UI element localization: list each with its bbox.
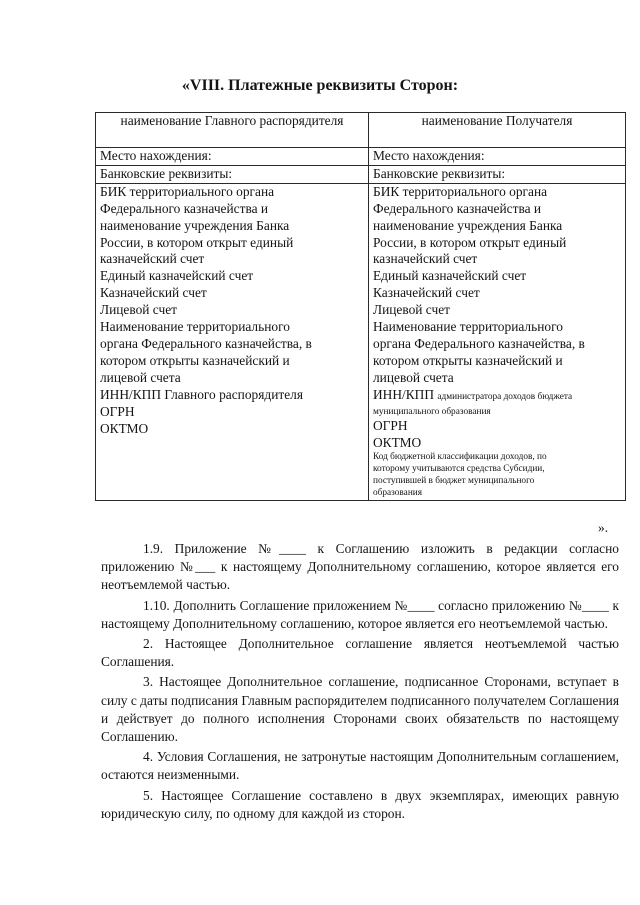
paragraph-5: 5. Настоящее Соглашение составлено в двух экземплярах, имеющих равную юридическую силу, по одному для каждой из сторон. <box>101 787 619 821</box>
table-row-location <box>96 148 626 166</box>
kbk-right-line: которому учитываются средства Субсидии, <box>373 464 545 475</box>
header-recipient: наименование Получателя <box>369 113 626 148</box>
details-left-line: лицевой счета <box>100 369 181 385</box>
oktmo-right: ОКТМО <box>373 434 422 450</box>
section-title: «VIII. Платежные реквизиты Сторон: <box>181 77 459 94</box>
details-right-line: Наименование территориального <box>373 319 563 335</box>
details-right-line: БИК территориального органа <box>373 183 548 199</box>
details-right-line: Лицевой счет <box>373 302 451 318</box>
bank-right: Банковские реквизиты: <box>369 165 626 183</box>
kbk-right <box>373 451 621 500</box>
paragraph-3: 3. Настоящее Дополнительное соглашение, подписанное Сторонами, вступает в силу с даты подписания Главным распорядителем подписанного получателем Соглашения и действует до полного исполнения Сторонами своих обязательств по настоящему Соглашению. <box>101 674 619 745</box>
kbk-right-line: Код бюджетной классификации доходов, по <box>373 452 547 463</box>
paragraph-2: 2. Настоящее Дополнительное соглашение является неотъемлемой частью Соглашения. <box>101 636 619 670</box>
closing-quote: ». <box>598 520 609 535</box>
bank-left: Банковские реквизиты: <box>96 165 369 183</box>
details-right-line: наименование учреждения Банка <box>373 217 563 233</box>
table-row-details <box>96 183 626 501</box>
document-body <box>101 540 619 825</box>
header-chief-administrator: наименование Главного распорядителя <box>96 113 369 148</box>
details-right-line: Единый казначейский счет <box>373 268 527 284</box>
ogrn-right: ОГРН <box>373 417 408 433</box>
details-left-line: Единый казначейский счет <box>100 268 254 284</box>
details-left-line: Казначейский счет <box>100 285 207 301</box>
details-left-line: ОКТМО <box>100 420 149 436</box>
details-right-cell <box>369 183 626 501</box>
details-left-line: наименование учреждения Банка <box>100 217 290 233</box>
location-right: Место нахождения: <box>369 148 626 166</box>
table-header-row <box>96 113 626 148</box>
inn-right-prefix: ИНН/КПП <box>373 386 435 402</box>
kbk-right-line: поступившей в бюджет муниципального <box>373 476 535 487</box>
location-left: Место нахождения: <box>96 148 369 166</box>
details-right-line: Казначейский счет <box>373 285 480 301</box>
paragraph-1-10: 1.10. Дополнить Соглашение приложением №____ согласно приложению №____ к настоящему Дополнительному соглашению, которое является его неотъемлемой частью. <box>101 597 619 631</box>
details-left-line: ОГРН <box>100 403 135 419</box>
details-left-line: ИНН/КПП Главного распорядителя <box>100 386 304 402</box>
kbk-right-line: образования <box>373 488 423 499</box>
inn-right-small: администратора доходов бюджета <box>437 391 573 402</box>
details-left-line: котором открыты казначейский и <box>100 352 290 368</box>
inn-right-line <box>373 387 621 406</box>
paragraph-1-9: 1.9. Приложение №____ к Соглашению изложить в редакции согласно приложению №___ к настоящему Дополнительному соглашению, которое является его неотъемлемой частью. <box>101 541 619 593</box>
details-left-line: России, в котором открыт единый <box>100 234 294 250</box>
details-right-line: котором открыты казначейский и <box>373 352 563 368</box>
payment-details-table <box>95 112 626 501</box>
details-left-line: Лицевой счет <box>100 302 178 318</box>
details-left-line: БИК территориального органа <box>100 183 275 199</box>
details-left-line: органа Федерального казначейства, в <box>100 335 312 351</box>
details-right-line: России, в котором открыт единый <box>373 234 567 250</box>
details-left-line: казначейский счет <box>100 251 205 267</box>
paragraph-4: 4. Условия Соглашения, не затронутые настоящим Дополнительным соглашением, остаются неизменными. <box>101 749 619 783</box>
table-row-bank <box>96 165 626 183</box>
details-left-cell <box>96 183 369 501</box>
details-right-line: казначейский счет <box>373 251 478 267</box>
details-right-line: органа Федерального казначейства, в <box>373 335 585 351</box>
details-left-line: Федерального казначейства и <box>100 200 269 216</box>
inn-right-small-2: муниципального образования <box>373 406 491 417</box>
details-right-line: лицевой счета <box>373 369 454 385</box>
details-right-line: Федерального казначейства и <box>373 200 542 216</box>
details-left-line: Наименование территориального <box>100 319 290 335</box>
